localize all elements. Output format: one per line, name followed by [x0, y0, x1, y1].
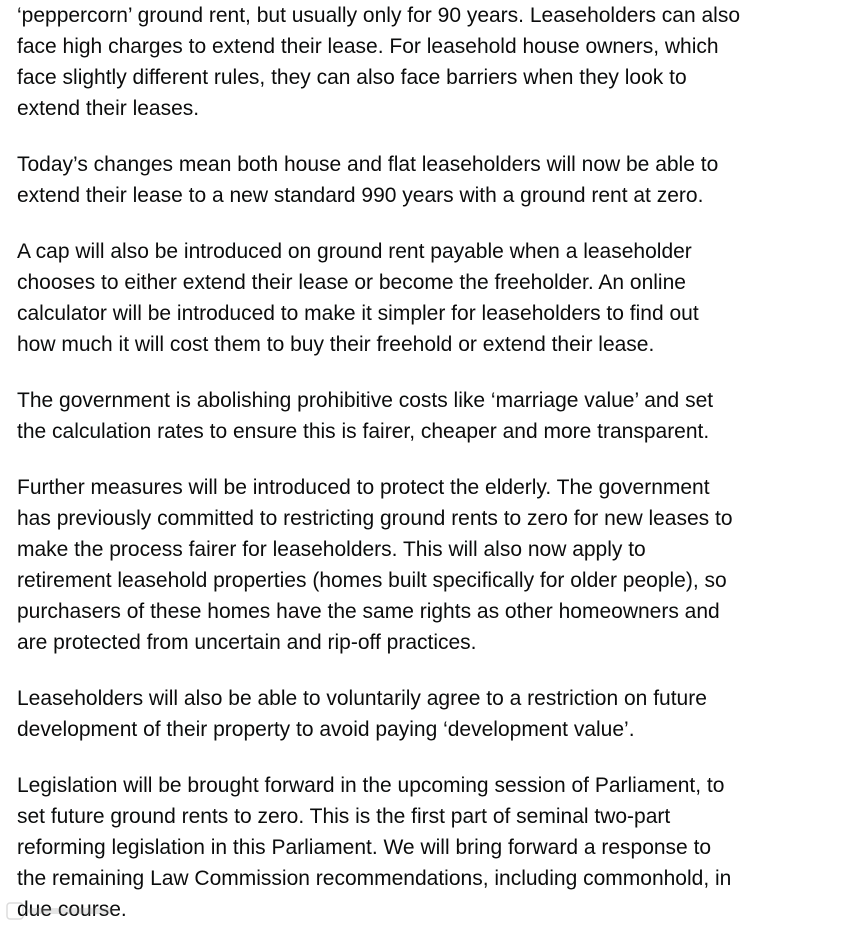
text-line: purchasers of these homes have the same rights as other homeowners and	[17, 600, 720, 623]
text-line: extend their lease to a new standard 990 years with a ground rent at zero.	[17, 184, 704, 207]
text-line: calculator will be introduced to make it simpler for leaseholders to find out	[17, 302, 699, 325]
text-line: face high charges to extend their lease. For leasehold house owners, which	[17, 35, 719, 58]
paragraph	[17, 770, 817, 925]
text-line: Further measures will be introduced to protect the elderly. The government	[17, 476, 710, 499]
text-line: Today’s changes mean both house and flat leaseholders will now be able to	[17, 153, 719, 176]
text-line: The government is abolishing prohibitive costs like ‘marriage value’ and set	[17, 389, 714, 412]
paragraph	[17, 472, 817, 658]
text-line: make the process fairer for leaseholders. This will also now apply to	[17, 538, 646, 561]
text-line: chooses to either extend their lease or become the freeholder. An online	[17, 271, 686, 294]
paragraph	[17, 236, 817, 360]
text-line: retirement leasehold properties (homes built specifically for older people), so	[17, 569, 727, 592]
text-line: due course.	[17, 898, 127, 921]
text-line: face slightly different rules, they can also face barriers when they look to	[17, 66, 687, 89]
text-line: extend their leases.	[17, 97, 200, 120]
text-line: how much it will cost them to buy their freehold or extend their lease.	[17, 333, 655, 356]
text-line: Leaseholders will also be able to voluntarily agree to a restriction on future	[17, 687, 707, 710]
text-line: development of their property to avoid paying ‘development value’.	[17, 718, 635, 741]
paragraph	[17, 0, 817, 124]
paragraph	[17, 683, 817, 745]
text-line: reforming legislation in this Parliament. We will bring forward a response to	[17, 836, 712, 859]
text-line: has previously committed to restricting ground rents to zero for new leases to	[17, 507, 733, 530]
text-line: Legislation will be brought forward in the upcoming session of Parliament, to	[17, 774, 725, 797]
text-line: A cap will also be introduced on ground rent payable when a leaseholder	[17, 240, 692, 263]
paragraph	[17, 149, 817, 211]
text-line: are protected from uncertain and rip-off practices.	[17, 631, 477, 654]
text-line: ‘peppercorn’ ground rent, but usually only for 90 years. Leaseholders can also	[17, 4, 740, 27]
article-body	[17, 0, 817, 925]
text-line: the calculation rates to ensure this is fairer, cheaper and more transparent.	[17, 420, 710, 443]
paragraph	[17, 385, 817, 447]
text-line: the remaining Law Commission recommendations, including commonhold, in	[17, 867, 732, 890]
text-line: set future ground rents to zero. This is the first part of seminal two-part	[17, 805, 671, 828]
